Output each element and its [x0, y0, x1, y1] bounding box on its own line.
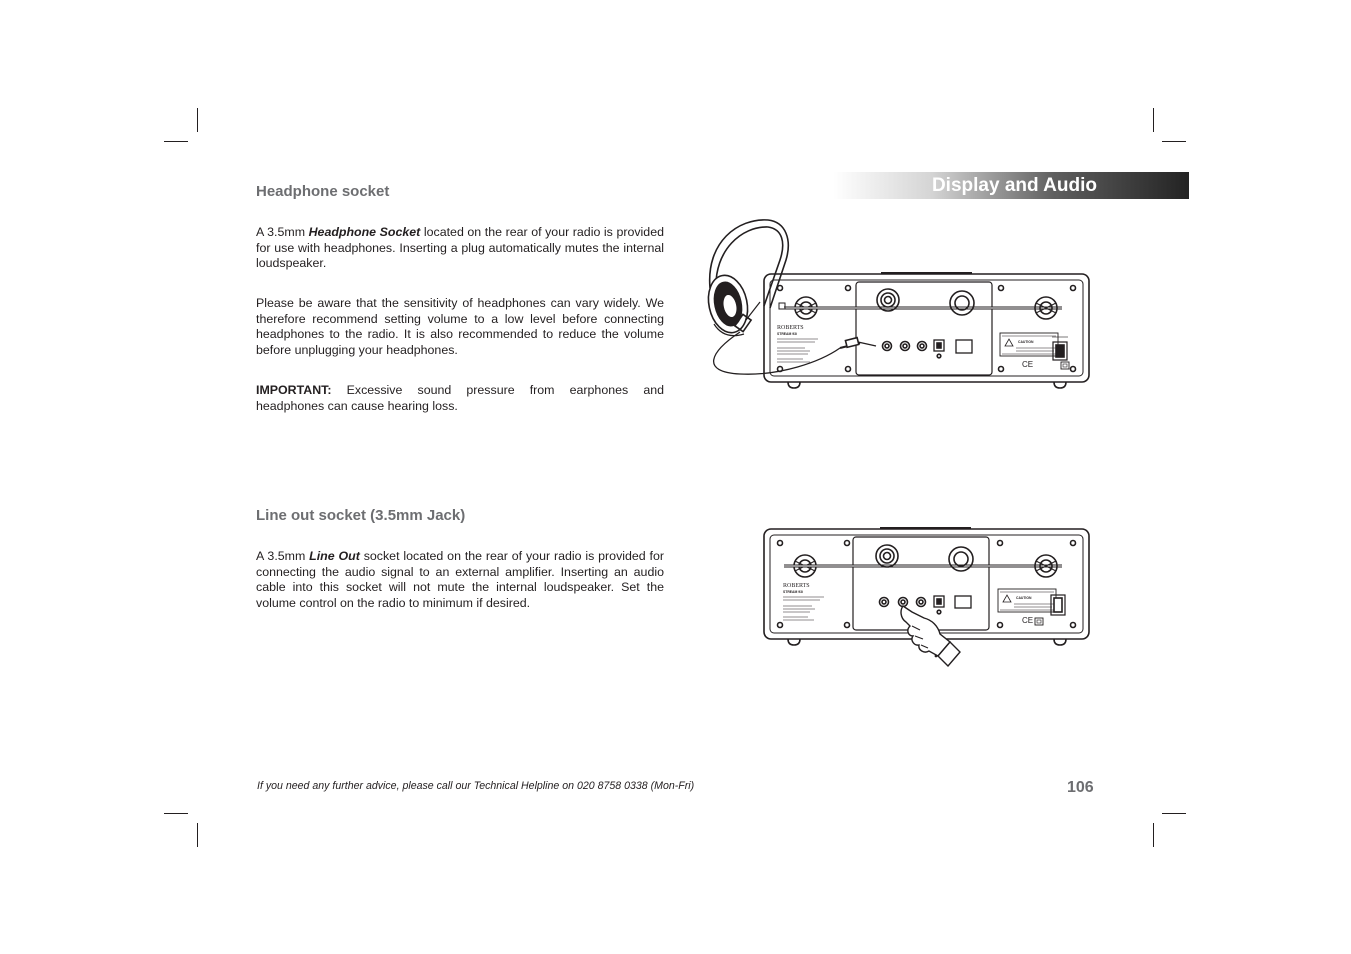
text-span: A 3.5mm — [256, 225, 309, 239]
ce-mark: CE — [1022, 616, 1034, 625]
device-brand-label: ROBERTS — [777, 325, 804, 331]
caution-label: CAUTION — [1016, 596, 1032, 600]
line-out-paragraph — [256, 549, 664, 611]
headphone-paragraph-2: Please be aware that the sensitivity of headphones can vary widely. We therefore recommend setting volume to a low level before connecting headphones to the radio. It is also recommended to reduce the volume before unplugging your headphones. — [256, 296, 664, 357]
section-header-title: Display and Audio — [931, 175, 1097, 196]
text-span: A 3.5mm — [256, 549, 310, 563]
headphone-important-note — [256, 383, 664, 414]
text-span: Excessive sound pressure from earphones and headphones can cause hearing loss. — [256, 383, 664, 413]
headphone-paragraph-1 — [256, 225, 664, 272]
device-model-label: STREAM 93i — [777, 332, 797, 336]
emphasis-text: Line Out — [309, 549, 360, 563]
crop-mark — [164, 141, 188, 142]
crop-mark — [1162, 813, 1186, 814]
radio-rear-line-out-illustration — [760, 522, 1095, 667]
line-out-socket-heading: Line out socket (3.5mm Jack) — [256, 507, 466, 524]
page-number: 106 — [1067, 779, 1094, 796]
device-model-label: STREAM 93i — [783, 590, 803, 594]
emphasis-text: Headphone Socket — [308, 225, 421, 239]
headphone-socket-heading: Headphone socket — [256, 183, 390, 200]
important-label: IMPORTANT: — [256, 383, 332, 397]
device-brand-label: ROBERTS — [783, 583, 810, 589]
crop-mark — [1162, 141, 1186, 142]
radio-rear-headphones-illustration — [700, 212, 1095, 392]
crop-mark — [197, 108, 198, 132]
helpline-footer-note: If you need any further advice, please call our Technical Helpline on 020 8758 0338 (Mon-Fri) — [257, 780, 695, 792]
crop-mark — [197, 823, 198, 847]
text-span: socket located on the rear of your radio is provided for connecting the audio signal to an external amplifier. Inserting an audio cable into this socket will not mute the internal loudspeaker. Set the volume control on the radio to minimum if desired. — [256, 549, 665, 610]
crop-mark — [164, 813, 188, 814]
section-header-bar — [833, 172, 1189, 199]
crop-mark — [1153, 823, 1154, 847]
text-span: located on the rear of your radio is provided for use with headphones. Inserting a plug automatically mutes the internal loudspeaker. — [256, 225, 664, 270]
crop-mark — [1153, 108, 1154, 132]
ce-mark: CE — [1022, 360, 1034, 369]
caution-label: CAUTION — [1018, 340, 1034, 344]
